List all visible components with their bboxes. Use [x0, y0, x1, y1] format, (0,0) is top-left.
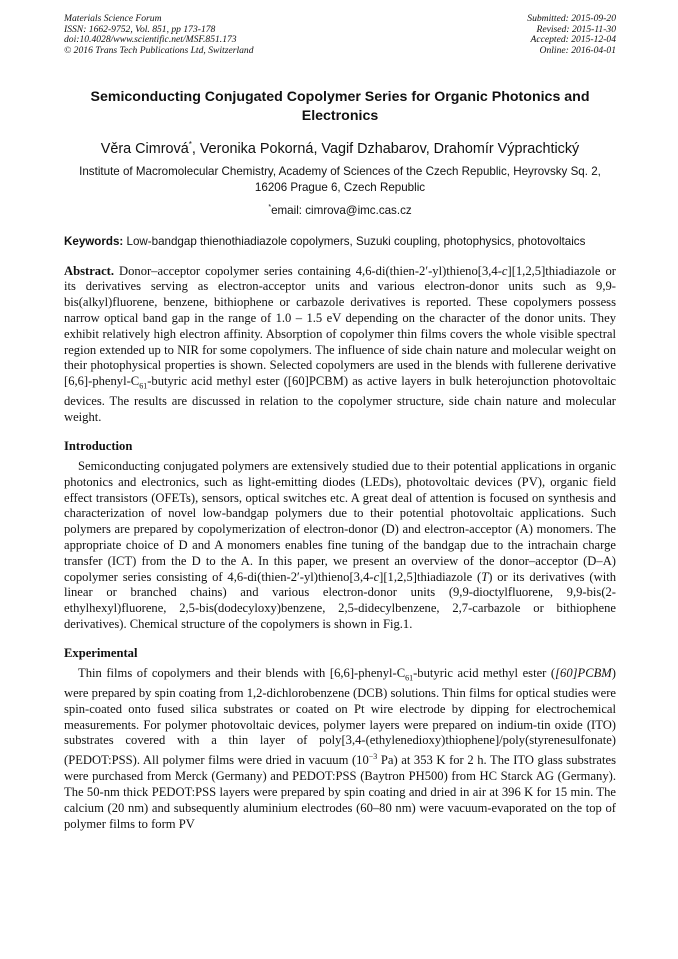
- online-date: Online: 2016-04-01: [539, 44, 616, 56]
- contact-email: [64, 200, 616, 218]
- abstract-subscript: 61: [139, 381, 148, 391]
- abstract-text-1: Donor–acceptor copolymer series containing 4,6-di(thien-2′-yl)thieno[3,4-: [119, 263, 502, 278]
- accepted-date: Accepted: 2015-12-04: [530, 34, 616, 46]
- affiliation: Institute of Macromolecular Chemistry, Academy of Sciences of the Czech Republic, Heyrovsky Sq. 2, 16206 Prague 6, Czech Republic: [79, 165, 601, 195]
- author-others: , Veronika Pokorná, Vagif Dzhabarov, Drahomír Výprachtický: [191, 141, 580, 158]
- doi-link[interactable]: doi:10.4028/www.scientific.net/MSF.851.173: [64, 34, 237, 46]
- revised-date: Revised: 2015-11-30: [536, 23, 616, 35]
- experimental-paragraph: [64, 666, 616, 833]
- issn: ISSN: 1662-9752, Vol. 851, pp 173-178: [64, 23, 216, 35]
- introduction-paragraph: [64, 459, 616, 633]
- exp-superscript: −3: [368, 752, 378, 762]
- intro-text-3: ) or its derivatives (with linear or branched chains) and various electron-donor units (9,9-dioctylfluorene, 9,9-bis(2-ethylhexyl)fluorene, 2,5-bis(dodecyloxy)benzene, 2,5-didecylbenzene, 2,7-carbazole or bithiophene derivatives). Chemical structure of the copolymers is shown in Fig.1.: [64, 569, 616, 631]
- exp-subscript: 61: [405, 673, 414, 683]
- journal-name: Materials Science Forum: [64, 13, 162, 24]
- abstract-text-3: -butyric acid methyl ester ([60]PCBM) as active layers in bulk heterojunction photovoltaic devices. The results are discussed in relation to the copolymer structure, side chain nature and molecular weight.: [64, 374, 616, 425]
- intro-text-2: ][1,2,5]thiadiazole (: [379, 569, 482, 584]
- keywords-text: Low-bandgap thienothiadiazole copolymers, Suzuki coupling, photophysics, photovoltaics: [126, 235, 586, 249]
- intro-italic-2: T: [481, 569, 489, 584]
- intro-text-1: Semiconducting conjugated polymers are extensively studied due to their potential applications in organic photonics and electronics, such as light-emitting diodes (LEDs), photovoltaic devices (PV), organic field effect transistors (OFETs), sensors, optical switches etc. A great deal of attention is focused on synthesis and characterization of novel low-bandgap polymers due to their potential photovoltaic applications. Such polymers are prepared by copolymerization of electron-donor (D) and electron-acceptor (A) monomers. The appropriate choice of D and A monomers enables fine tuning of the bandgap due to the intrachain charge transfer (ICT) from the D to the A. In this paper, we present an overview of the donor–acceptor (D–A) copolymer series consisting of 4,6-di(thien-2′-yl)thieno[3,4-: [64, 459, 616, 584]
- email-mark: *: [268, 204, 272, 212]
- experimental-heading: Experimental: [64, 645, 138, 660]
- abstract-text-2: ][1,2,5]thiadiazole or its derivatives serving as electron-acceptor units and various electron-donor units such as 9,9-bis(alkyl)fluorene, benzene, bithiophene or carbazole derivatives is reported. These copolymers possess narrow optical band gap in the range of 1.0 – 1.5 eV depending on the character of the donor units. They exhibit relatively high electron affinity. Absorption of copolymer thin films covers the whole visible spectral region extended up to NIR for some copolymers. The influence of side chain nature and molecular weight on their photophysical properties is shown. Selected copolymers are used in the blends with fullerene derivative [6,6]-phenyl-C: [64, 263, 616, 389]
- email-link[interactable]: email: cimrova@imc.cas.cz: [271, 204, 412, 218]
- exp-text-4: Pa) at 353 K for 2 h. The ITO glass substrates were purchased from Merck (Germany) and PEDOT:PSS (Baytron PH500) from HC Starck AG (Germany). The 50-nm thick PEDOT:PSS layers were prepared by spin coating and dried in air at 396 K for 15 min. The calcium (20 nm) and subsequently aluminium electrodes (60–80 nm) were vacuum-evaporated on the top of polymer films to form PV: [64, 753, 616, 831]
- keywords-label: Keywords:: [64, 235, 124, 249]
- exp-text-3: ) were prepared by spin coating from 1,2-dichlorobenzene (DCB) solutions. Thin films for optical studies were spin-coated onto fused silica substrates or coated on Pt wire electrode by dipping for electrochemical measurements. For polymer photovoltaic devices, polymer layers were prepared on indium-tin oxide (ITO) substrates covered with a thin layer of poly[3,4-(ethylenedioxy)thiophene]/poly(styrenesulfonate) (PEDOT:PSS). All polymer films were dried in vacuum (10: [64, 665, 616, 768]
- journal-info: [64, 14, 254, 56]
- copyright: © 2016 Trans Tech Publications Ltd, Switzerland: [64, 44, 254, 56]
- paper-page: [64, 14, 616, 832]
- journal-header: [64, 14, 616, 56]
- abstract: [64, 264, 616, 426]
- exp-text-1: Thin films of copolymers and their blends with [6,6]-phenyl-C: [78, 665, 406, 680]
- submitted-date: Submitted: 2015-09-20: [527, 13, 616, 24]
- author-corresponding: Věra Cimrová: [100, 141, 189, 158]
- introduction-heading: Introduction: [64, 439, 133, 454]
- keywords: [64, 234, 616, 250]
- author-list: [64, 136, 616, 158]
- dates-info: [527, 14, 616, 56]
- abstract-label: Abstract.: [64, 263, 115, 278]
- intro-italic-1: c: [373, 569, 380, 584]
- corresponding-mark: *: [188, 140, 192, 150]
- exp-text-2: -butyric acid methyl ester (: [413, 665, 556, 680]
- exp-italic: [60]PCBM: [555, 665, 612, 680]
- paper-title: Semiconducting Conjugated Copolymer Series for Organic Photonics and Electronics: [90, 89, 590, 125]
- abstract-italic: c: [501, 263, 508, 278]
